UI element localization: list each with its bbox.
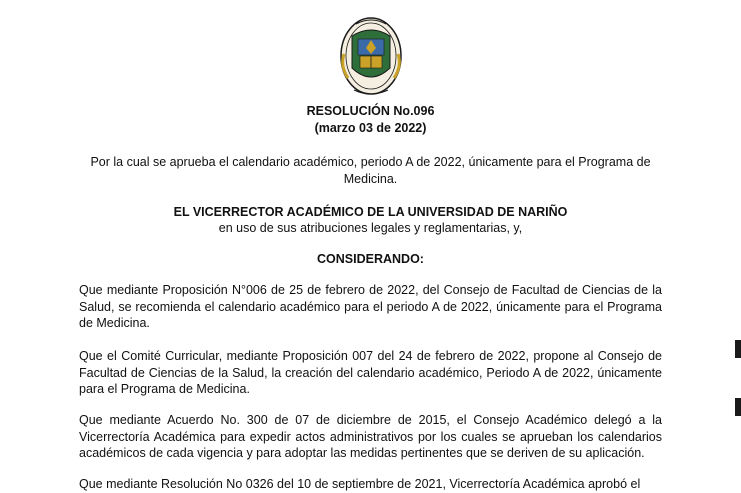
- resolution-number: RESOLUCIÓN No.096: [306, 104, 435, 118]
- university-seal-emblem-icon: [338, 6, 404, 106]
- subject-line-1: Por la cual se aprueba el calendario académico, periodo A de 2022, únicamente para el Programa de: [90, 155, 651, 169]
- considering-paragraph-1: Que mediante Proposición N°006 de 25 de febrero de 2022, del Consejo de Facultad de Ciencias de la Salud, se recomienda el calendario académico para el periodo A de 2022, únicamente para el Programa de Medicina.: [79, 283, 662, 331]
- authority-title: EL VICERRECTOR ACADÉMICO DE LA UNIVERSIDAD DE NARIÑO: [173, 205, 568, 219]
- page-edge-mark: [735, 340, 741, 358]
- considering-paragraph-2: Que el Comité Curricular, mediante Proposición 007 del 24 de febrero de 2022, propone al Consejo de Facultad de Ciencias de la Salud, la creación del calendario académico, Periodo A de 2022, únicamente para el Programa de Medicina.: [79, 349, 662, 397]
- subject-line-2: Medicina.: [343, 172, 398, 186]
- authority-subtitle: en uso de sus atribuciones legales y reglamentarias, y,: [218, 221, 523, 235]
- resolution-date: (marzo 03 de 2022): [314, 121, 427, 135]
- considering-paragraph-3: Que mediante Acuerdo No. 300 de 07 de diciembre de 2015, el Consejo Académico delegó a la Vicerrectoría Académica para expedir actos administrativos por los cuales se aprueban los calendarios académicos de cada vigencia y para adoptar las medidas pertinentes que se deriven de su aplicación.: [79, 413, 662, 461]
- considering-heading: CONSIDERANDO:: [317, 252, 424, 266]
- page-edge-mark: [735, 398, 741, 416]
- considering-paragraph-4: Que mediante Resolución No 0326 del 10 de septiembre de 2021, Vicerrectoría Académica aprobó el: [79, 477, 641, 491]
- university-seal: [338, 6, 404, 106]
